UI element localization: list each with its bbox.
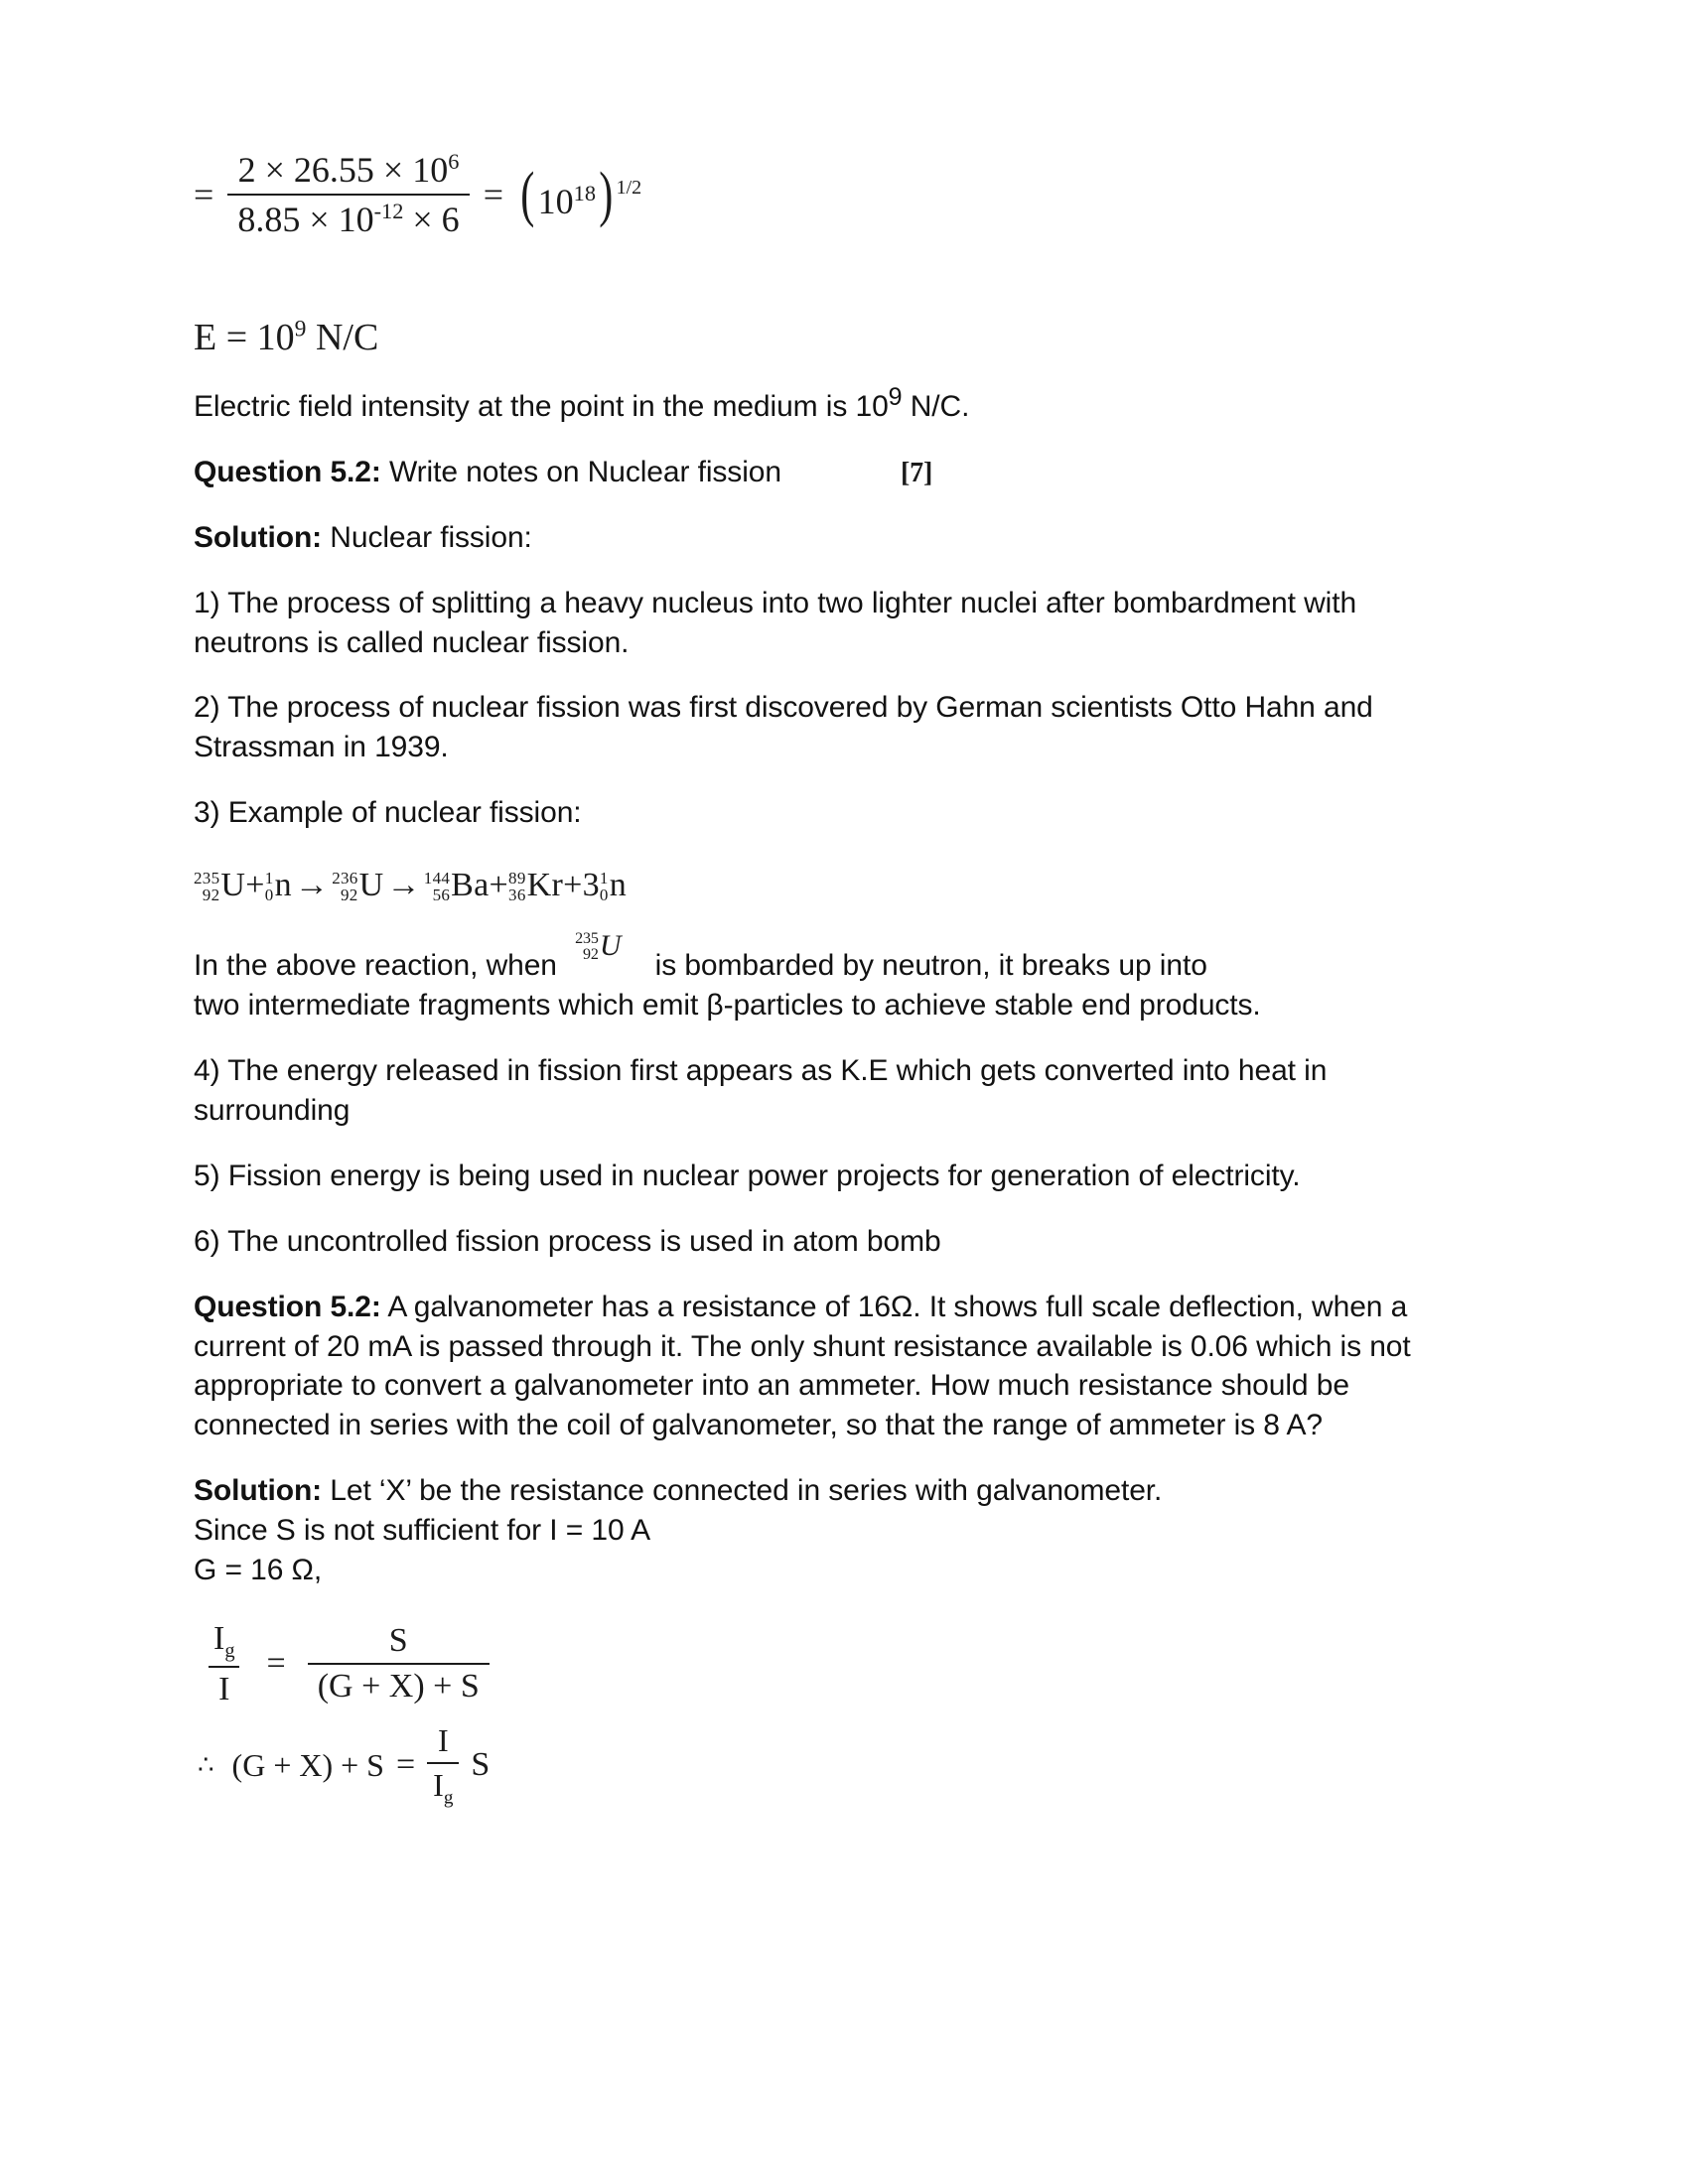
line2-left-side: (G + X) + S: [231, 1746, 384, 1783]
symbol-u235: U: [220, 867, 246, 904]
plus-1: +: [245, 867, 265, 904]
fraction-numerator-s: S: [388, 1622, 408, 1660]
solution-2-text: Let ‘X’ be the resistance connected in series with galvanometer.: [322, 1474, 1163, 1508]
document-content: [194, 149, 1455, 1809]
symbol-ba: Ba: [451, 867, 490, 904]
fission-point-2: 2) The process of nuclear fission was first discovered by German scientists Otto Hahn and Strassman in 1939.: [194, 691, 1373, 764]
explanation-before: In the above reaction, when: [194, 949, 566, 983]
equation-result-line: [194, 316, 1455, 359]
fraction-i-over-ig: [427, 1722, 459, 1809]
equation-galvanometer-line-1: [194, 1620, 1455, 1708]
fission-point-5: 5) Fission energy is being used in nuclear power projects for generation of electricity.: [194, 1159, 1301, 1192]
intensity-sentence: [194, 381, 1455, 427]
equation-electric-field: [194, 149, 1455, 298]
equation-galvanometer-line-2: [194, 1722, 1455, 1809]
solution-label: Solution:: [194, 520, 323, 554]
symbol-kr: Kr: [526, 867, 564, 904]
solution-2-line-2: Since S is not sufficient for I = 10 A: [194, 1514, 651, 1548]
symbol-n3: n: [609, 867, 628, 904]
equation-fraction: [227, 149, 469, 240]
solution-2-line-1: [194, 1471, 1455, 1511]
explanation-after: is bombarded by neutron, it breaks up into: [646, 949, 1207, 983]
symbol-n1: n: [274, 867, 292, 904]
question-2-label: Question 5.2:: [194, 1290, 381, 1323]
question-2-text: A galvanometer has a resistance of 16Ω. It shows full scale deflection, when a current of 20 mA is passed through it. The only shunt resistance available is 0.06 which is not appropriate to convert a galvanometer into an ammeter. How much resistance should be connected in series with the coil of galvanometer, so that the range of ammeter is 8 A?: [194, 1290, 1411, 1442]
paren-close: ): [599, 160, 614, 228]
intensity-exponent: 9: [888, 383, 903, 411]
isotope-u235: 235 92: [194, 869, 220, 905]
paren-power: 1/2: [616, 176, 642, 199]
equation-nuclear-reaction: [194, 867, 1455, 904]
result-prefix: E = 10: [194, 317, 295, 358]
denominator-exponent: -12: [373, 199, 404, 223]
question-5-2-notes: [194, 453, 1455, 492]
reaction-explanation-line-1: [194, 929, 1455, 986]
question-text: Write notes on Nuclear fission: [380, 455, 781, 488]
fraction-s-over-gxs: [308, 1622, 490, 1706]
numerator-exponent: 6: [448, 149, 460, 174]
inline-isotope-numbers: 235 92: [575, 930, 599, 964]
intensity-text-after: N/C.: [902, 390, 970, 423]
question-label: Question 5.2:: [194, 455, 381, 488]
line2-trailing-s: S: [471, 1746, 491, 1784]
equation-power-group: [517, 160, 642, 228]
result-exponent: 9: [294, 316, 307, 342]
plus-3: +: [563, 867, 583, 904]
isotope-n3: 1 0: [599, 869, 609, 905]
fission-point-4: 4) The energy released in fission first appears as K.E which gets converted into heat in surrounding: [194, 1054, 1328, 1127]
subscript-g: g: [224, 1639, 235, 1662]
paren-base-exponent: 18: [573, 180, 596, 205]
marks-badge: [7]: [900, 457, 933, 488]
equation-equals-2: =: [483, 175, 503, 214]
equation-numerator: $2 \times 26.55 \times 10^6$: [237, 149, 460, 190]
solution-2-line-3: G = 16 Ω,: [194, 1554, 323, 1587]
result-unit: N/C: [306, 317, 379, 358]
inline-isotope-u235: [575, 926, 621, 966]
fraction-denominator-i: I: [209, 1666, 239, 1708]
fraction-numerator-ig: $I_g$: [213, 1619, 235, 1662]
isotope-u236: 236 92: [332, 869, 358, 905]
subscript-g-2: g: [443, 1787, 454, 1809]
solution-2-label: Solution:: [194, 1474, 323, 1508]
fraction-denominator-gxs: (G + X) + S: [308, 1663, 490, 1706]
question-5-2-galvanometer: [194, 1288, 1455, 1446]
therefore-symbol: ∴: [198, 1750, 214, 1780]
equation-equals: =: [266, 1645, 286, 1683]
intensity-text-before: Electric field intensity at the point in the medium is 10: [194, 390, 889, 423]
arrow-2: →: [386, 867, 421, 904]
arrow-1: →: [294, 867, 330, 904]
paren-base: $10^{18}$: [537, 180, 596, 221]
fraction-numerator-i: I: [437, 1721, 449, 1758]
neutron-coefficient: 3: [582, 867, 600, 904]
fission-point-1: 1) The process of splitting a heavy nucleus into two lighter nuclei after bombardment with neutrons is called nuclear fission.: [194, 586, 1357, 659]
isotope-kr89: 89 36: [508, 869, 526, 905]
fraction-ig-over-i: [204, 1620, 245, 1708]
inline-isotope-symbol: U: [599, 929, 622, 963]
fraction-denominator-ig: $I_g$: [427, 1762, 459, 1809]
fission-point-6: 6) The uncontrolled fission process is used in atom bomb: [194, 1224, 941, 1258]
reaction-explanation-line-2: two intermediate fragments which emit β-particles to achieve stable end products.: [194, 989, 1261, 1023]
equation-denominator: $8.85 \times 10^{-12} \times 6$: [227, 194, 469, 240]
equation-galvanometer: [194, 1620, 1455, 1809]
symbol-u236: U: [358, 867, 384, 904]
fission-point-3: 3) Example of nuclear fission:: [194, 796, 582, 830]
isotope-n1: 1 0: [264, 869, 274, 905]
paren-open: (: [520, 160, 535, 228]
solution-1: [194, 518, 1455, 558]
solution-text: Nuclear fission:: [322, 520, 532, 554]
isotope-ba144: 144 56: [423, 869, 451, 905]
plus-2: +: [489, 867, 509, 904]
line2-equals: =: [395, 1746, 416, 1784]
equation-equals-1: =: [194, 175, 214, 214]
